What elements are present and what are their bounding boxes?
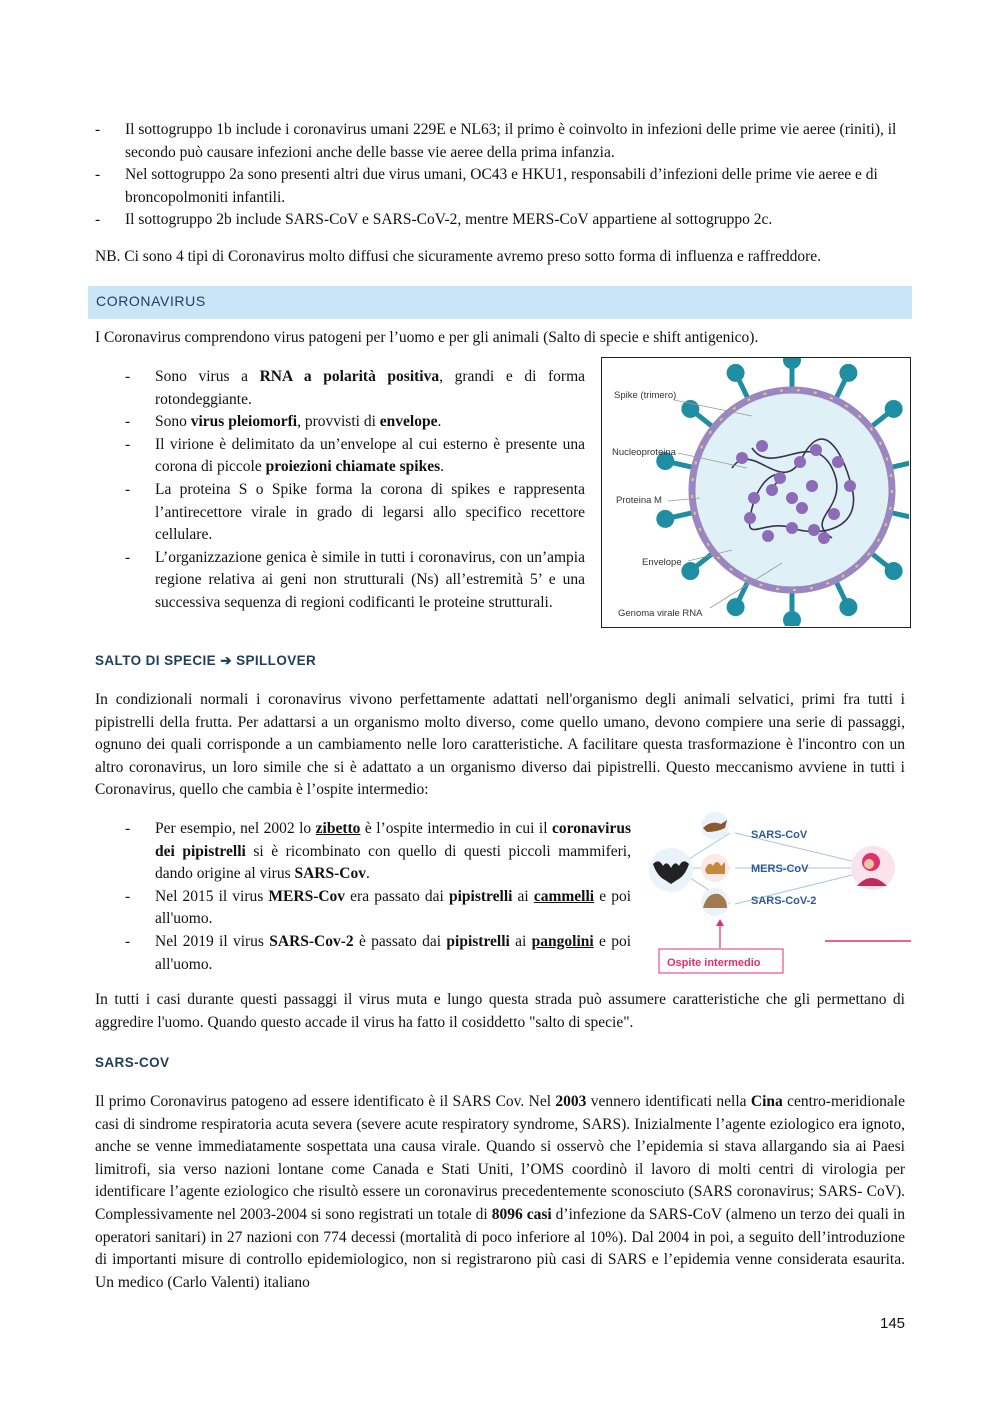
label-sars2: SARS-CoV-2 — [751, 895, 817, 907]
nucleoprotein — [818, 532, 830, 544]
spike-head — [783, 611, 801, 626]
spike-head — [783, 358, 801, 369]
nucleoprotein — [796, 502, 808, 514]
spillover-bullets — [125, 818, 631, 976]
nucleoprotein — [744, 512, 756, 524]
label-sars: SARS-CoV — [751, 829, 808, 841]
list-item: - Nel sottogruppo 2a sono presenti altri due virus umani, OC43 e HKU1, responsabili d’infezioni delle prime vie aeree e di broncopolmoniti infantili. — [95, 166, 878, 206]
list-item: - Il virione è delimitato da un’envelope al cui esterno è presente una corona di piccole proiezioni chiamate spikes. — [125, 435, 585, 476]
spike-head — [839, 598, 857, 616]
spillover-paragraph: In condizionali normali i coronavirus vivono perfettamente adattati nell'organismo degli animali selvatici, primi fra tutti i pipistrelli della frutta. Per adattarsi a un organismo molto diverso, come quello umano, devono compiere una serie di passaggi, ognuno dei quali corrisponde a un cambiamento nelle loro caratteristiche. A facilitare questa trasformazione è l'incontro con un altro coronavirus, un loro simile che si è adattato a un organismo diverso dai pipistrelli. Questo meccanismo avviene in tutti i Coronavirus, quello che cambia è l’ospite intermedio: — [95, 691, 905, 799]
spike — [738, 580, 748, 602]
label-nucleoproteina: Nucleoproteina — [612, 447, 676, 458]
spike-head — [727, 364, 745, 382]
label-spike: Spike (trimero) — [614, 390, 677, 401]
nucleoprotein — [832, 456, 844, 468]
nucleoprotein — [762, 530, 774, 542]
nucleoprotein — [774, 472, 786, 484]
label-mers: MERS-CoV — [751, 863, 809, 875]
bat-icon — [649, 848, 693, 892]
nucleoprotein — [756, 440, 768, 452]
nucleoprotein — [786, 492, 798, 504]
nucleoprotein — [748, 492, 760, 504]
list-item: - Nel 2019 il virus SARS-Cov-2 è passato dai pipistrelli ai pangolini e poi all'uomo. — [125, 932, 632, 973]
list-item: - La proteina S o Spike forma la corona di spikes e rappresenta l’antirecettore virale in grado di legarsi allo specifico recettore cellulare. — [125, 480, 585, 544]
spike — [835, 580, 845, 602]
list-item: - L’organizzazione genica è simile in tutti i coronavirus, con un’ampia regione relativa ai geni non strutturali (Ns) all’estremità 5’ e una successiva sequenza di regioni codificanti le proteine strutturali. — [125, 548, 585, 611]
spike-head — [885, 400, 903, 418]
virus-diagram — [602, 358, 909, 626]
nucleoprotein — [808, 524, 820, 536]
list-item: - Il sottogruppo 2b include SARS-CoV e SARS-CoV-2, mentre MERS-CoV appartiene al sottogruppo 2c. — [95, 211, 773, 229]
list-item: - Per esempio, nel 2002 lo zibetto è l’ospite intermedio in cui il coronavirus dei pipistrelli si è ricombinato con quello di questi piccoli mammiferi, dando origine al virus SARS-Cov. — [125, 820, 631, 883]
arrow-up-icon — [716, 919, 724, 926]
spike-head — [681, 562, 699, 580]
nucleoprotein — [794, 456, 806, 468]
section-header-coronavirus — [88, 286, 912, 319]
spike-head — [681, 400, 699, 418]
envelope-shape — [692, 390, 892, 590]
heading-spillover: SALTO DI SPECIE ➔ SPILLOVER — [95, 653, 317, 668]
nucleoprotein — [736, 452, 748, 464]
nucleoprotein — [844, 480, 856, 492]
spike — [870, 413, 889, 428]
coronavirus-intro: I Coronavirus comprendono virus patogeni per l’uomo e per gli animali (Salto di specie e shift antigenico). — [95, 329, 759, 346]
spillover-closing: In tutti i casi durante questi passaggi il virus muta e lungo questa strada può assumere caratteristiche che gli permettano di aggredire l'uomo. Quando questo accade il virus ha fatto il cosiddetto "salto di specie". — [95, 991, 905, 1031]
nucleoprotein — [766, 484, 778, 496]
spike — [870, 552, 889, 567]
camel-icon — [701, 854, 729, 882]
nucleoprotein — [828, 508, 840, 520]
spike — [738, 378, 748, 400]
list-item: - Sono virus a RNA a polarità positiva, grandi e di forma rotondeggiante. — [125, 368, 585, 408]
nucleoprotein — [806, 480, 818, 492]
spike-head — [885, 562, 903, 580]
spike-head — [656, 510, 674, 528]
spike — [671, 512, 694, 517]
label-proteina-m: Proteina M — [616, 495, 662, 506]
heading-sars-cov: SARS-COV — [95, 1055, 170, 1070]
list-item: - Sono virus pleiomorfi, provvisti di envelope. — [125, 413, 442, 431]
civet-icon — [701, 812, 729, 840]
virus-structure-figure — [601, 357, 911, 628]
human-icon — [851, 846, 895, 890]
spike-head — [839, 364, 857, 382]
page-number: 145 — [880, 1315, 906, 1332]
spike-head — [727, 598, 745, 616]
nb-note: NB. Ci sono 4 tipi di Coronavirus molto diffusi che sicuramente avremo preso sotto forma di influenza e raffreddore. — [95, 248, 822, 265]
section-title: CORONAVIRUS — [96, 293, 206, 309]
list-item: - Nel 2015 il virus MERS-Cov era passato dai pipistrelli ai cammelli e poi all'uomo. — [125, 887, 632, 928]
coronavirus-bullets — [125, 366, 585, 615]
arrow-icon: ➔ — [220, 653, 232, 668]
spike — [671, 462, 694, 467]
spike — [695, 552, 714, 567]
spike — [835, 378, 845, 400]
list-item: - Il sottogruppo 1b include i coronavirus umani 229E e NL63; il primo è coinvolto in infezioni delle prime vie aeree (riniti), il secondo può causare infezioni anche delle basse vie aeree della prima infanzia. — [95, 121, 897, 161]
pangolin-icon — [701, 888, 729, 916]
spillover-diagram — [645, 808, 913, 978]
spike — [695, 413, 714, 428]
nucleoprotein — [810, 444, 822, 456]
sars-paragraph: Il primo Coronavirus patogeno ad essere identificato è il SARS Cov. Nel 2003 vennero identificati nella Cina centro-meridionale casi di sindrome respiratoria acuta severa (severe acute respiratory syndrome, SARS). Inizialmente l’agente eziologico era ignoto, anche se venne immediatamente sospettata una causa virale. Quando si osservò che l’epidemia si stava allargando sia ai Paesi limitrofi, sia verso nazioni lontane come Canada e Stati Uniti, l’OMS coordinò il lavoro di molti centri di virologia per identificare l’agente eziologico che risultò essere un coronavirus precedentemente sconosciuto (SARS coronavirus; SARS- CoV). Complessivamente nel 2003-2004 si sono registrati un totale di 8096 casi d’infezione da SARS-CoV (almeno un terzo dei quali in operatori sanitari) in 27 nazioni con 774 decessi (mortalità di poco inferiore al 10%). Dal 2004 in poi, a seguito dell’introduzione di importanti misure di controllo epidemiologico, non si registrarono più casi di SARS e l’epidemia venne considerata esaurita. Un medico (Carlo Valenti) italiano — [95, 1093, 906, 1291]
label-ospite: Ospite intermedio — [667, 957, 761, 969]
label-envelope: Envelope — [642, 557, 682, 568]
label-genoma: Genoma virale RNA — [618, 608, 703, 619]
nucleoprotein — [786, 522, 798, 534]
intro-list — [95, 119, 905, 232]
